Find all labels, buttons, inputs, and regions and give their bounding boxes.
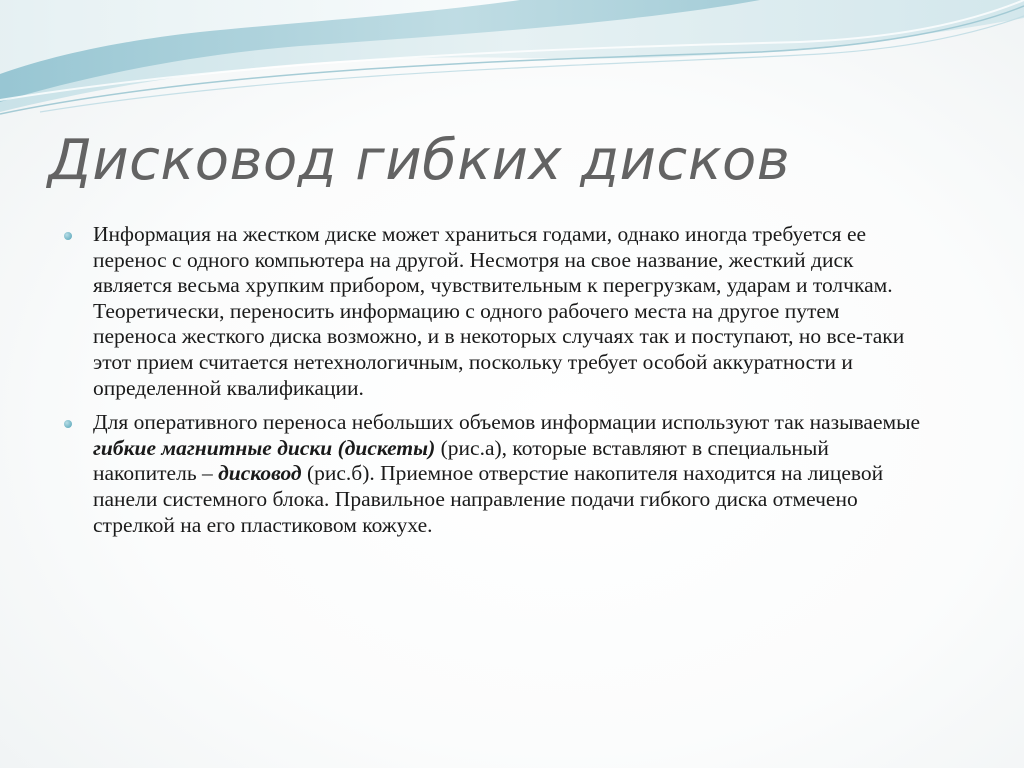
bullet-text-part: (рис.б). Приемное отверстие накопителя находится на лицевой панели системного блока. Правильное направление подачи гибкого диска отмечено стрелкой на его пластиковом кожухе. <box>93 461 884 537</box>
bullet-item <box>93 410 923 538</box>
bullet-text: Информация на жестком диске может храниться годами, однако иногда требуется ее перенос с одного компьютера на другой. Несмотря на свое название, жесткий диск является весьма хрупким прибором, чувствительным к перегрузкам, ударам и толчкам. Теоретически, переносить информацию с одного рабочего места на другое путем переноса жесткого диска возможно, и в некоторых случаях так и поступают, но все-таки этот прием считается нетехнологичным, поскольку требует особой аккуратности и определенной квалификации. <box>93 222 905 400</box>
bullet-dot-icon <box>64 420 72 428</box>
slide-title: Дисковод гибких дисков <box>48 128 791 193</box>
bullet-item <box>93 222 923 401</box>
bullet-text-part: (рис.а), которые вставляют в специальный накопитель – <box>93 435 829 486</box>
bullet-text-part: Для оперативного переноса небольших объемов информации используют так называемые <box>93 410 921 435</box>
emphasized-term: дисковод <box>218 461 302 486</box>
emphasized-term: гибкие магнитные диски (дискеты) <box>93 435 436 460</box>
header-wave-decoration <box>0 0 1024 130</box>
bullet-list <box>93 222 923 547</box>
bullet-dot-icon <box>64 232 72 240</box>
